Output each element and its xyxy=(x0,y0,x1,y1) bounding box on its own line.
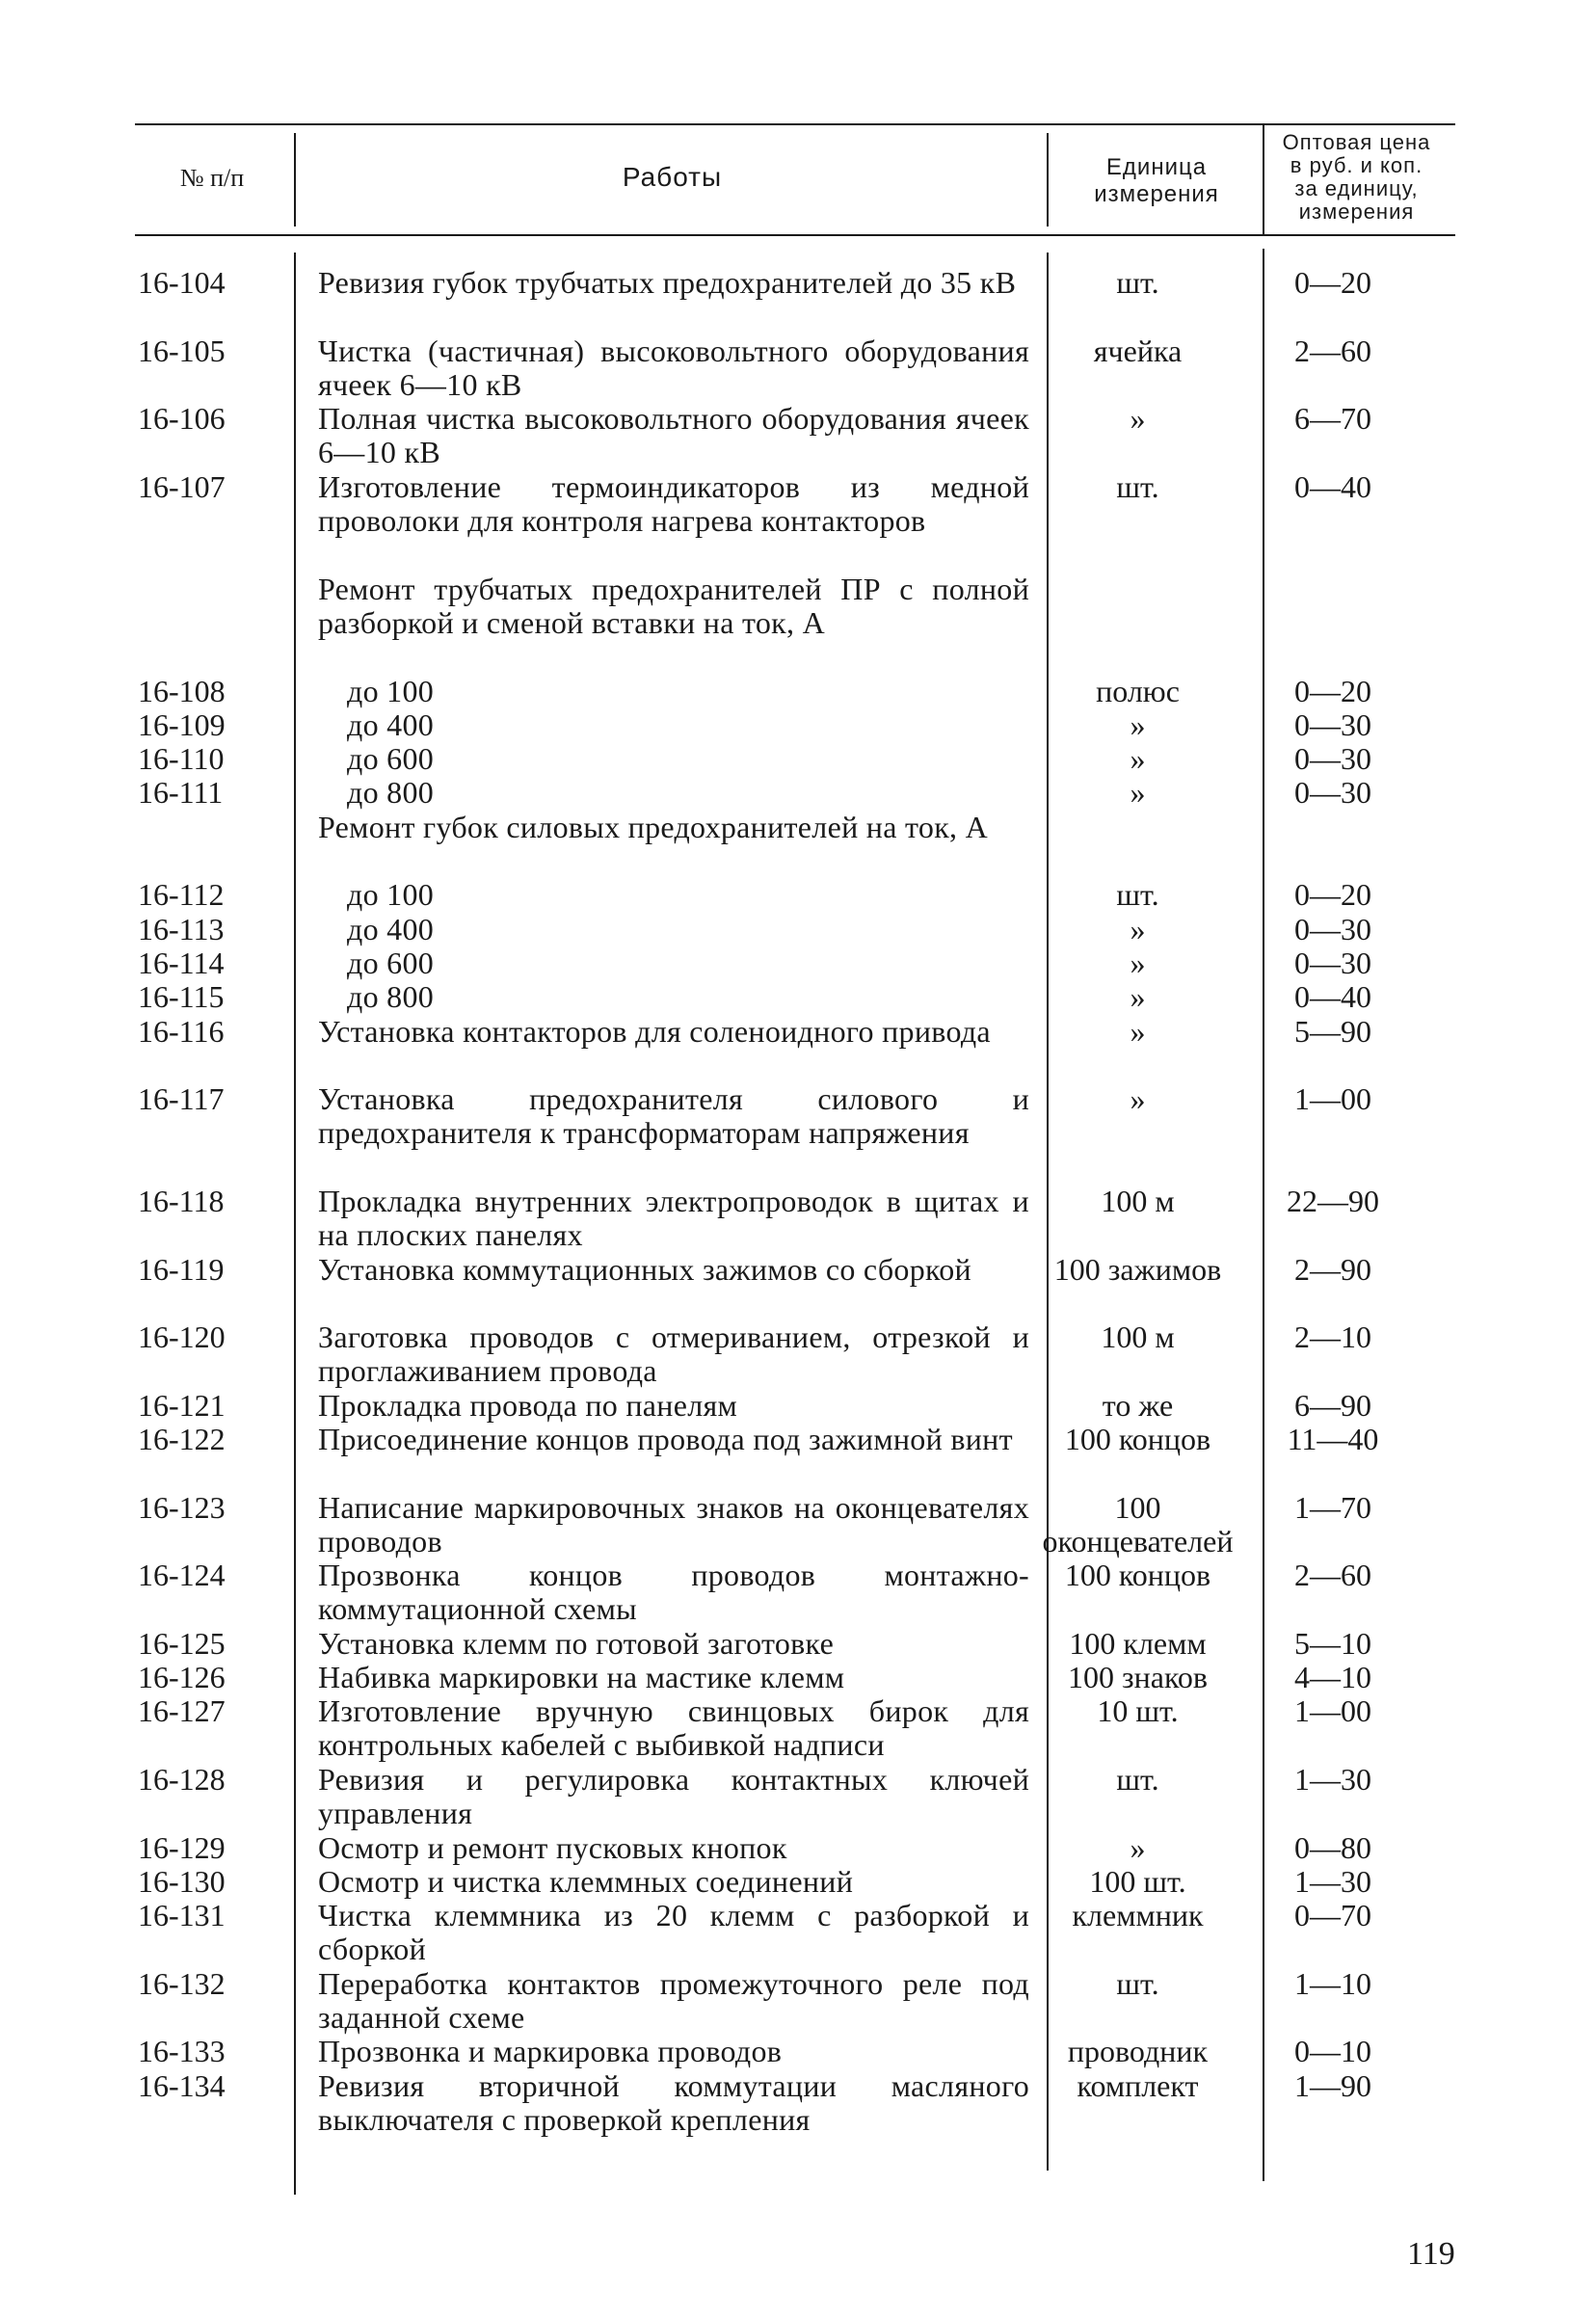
table-row xyxy=(0,1320,1596,1389)
row-number: 16-122 xyxy=(138,1422,226,1457)
row-unit: » xyxy=(1130,945,1146,980)
table-row xyxy=(0,334,1596,403)
row-price: 0—20 xyxy=(1294,877,1371,913)
row-work: до 800 xyxy=(347,775,435,811)
row-work: Изготовление термоиндикаторов из медной проволоки для контроля нагрева контакторов xyxy=(318,468,1029,538)
table-row xyxy=(0,742,1596,776)
table-row xyxy=(0,2035,1596,2068)
row-price: 0—80 xyxy=(1294,1829,1371,1865)
row-work: Прокладка провода по панелям xyxy=(318,1387,738,1423)
row-number: 16-125 xyxy=(138,1625,226,1661)
row-unit: шт. xyxy=(1116,1762,1159,1798)
row-price: 0—30 xyxy=(1294,911,1371,946)
row-price: 22—90 xyxy=(1287,1184,1379,1219)
row-work: до 800 xyxy=(347,979,435,1015)
row-number: 16-106 xyxy=(138,401,226,437)
row-price: 0—40 xyxy=(1294,468,1371,504)
table-row xyxy=(0,1491,1596,1559)
header-unit xyxy=(1051,154,1263,208)
table-row xyxy=(0,1015,1596,1083)
row-unit: » xyxy=(1130,741,1146,777)
row-number: 16-134 xyxy=(138,2067,226,2103)
row-work: Прозвонка концов проводов монтажно-коммутационной схемы xyxy=(318,1558,1029,1627)
row-work: Чистка клеммника из 20 клемм с разборкой и сборкой xyxy=(318,1898,1029,1967)
row-price: 0—30 xyxy=(1294,706,1371,742)
row-unit: полюс xyxy=(1096,673,1180,708)
row-number xyxy=(138,573,287,675)
row-unit: » xyxy=(1130,1013,1146,1049)
header-unit-line: измерения xyxy=(1094,181,1219,207)
row-number: 16-107 xyxy=(138,468,226,504)
table-row xyxy=(0,573,1596,675)
row-work: Чистка (частичная) высоковольтного оборудования ячеек 6—10 кВ xyxy=(318,333,1029,402)
row-price: 2—90 xyxy=(1294,1251,1371,1287)
row-price: 1—00 xyxy=(1294,1081,1371,1117)
header-price-line: измерения xyxy=(1298,200,1415,224)
table-row xyxy=(0,1763,1596,1831)
row-work: Ревизия вторичной коммутации масляного выключателя с проверкой крепления xyxy=(318,2067,1029,2137)
row-work: до 400 xyxy=(347,706,435,742)
row-unit: » xyxy=(1130,706,1146,742)
row-number: 16-119 xyxy=(138,1251,225,1287)
row-work: Ревизия губок трубчатых предохранителей до 35 кВ xyxy=(318,265,1017,300)
row-price xyxy=(1246,573,1420,675)
row-unit: 100 клемм xyxy=(1069,1625,1207,1661)
header-price-line: за единицу, xyxy=(1294,176,1419,200)
row-price: 0—30 xyxy=(1294,775,1371,811)
table-row xyxy=(0,913,1596,946)
row-price: 0—40 xyxy=(1294,979,1371,1015)
row-number: 16-111 xyxy=(138,775,224,811)
header-price-line: в руб. и коп. xyxy=(1290,153,1423,177)
table-row xyxy=(0,878,1596,912)
row-number: 16-112 xyxy=(138,877,225,913)
table-row xyxy=(0,675,1596,708)
row-price: 11—40 xyxy=(1287,1422,1379,1457)
row-unit: 10 шт. xyxy=(1097,1693,1179,1729)
row-number xyxy=(138,811,287,879)
row-work: Установка контакторов для соленоидного привода xyxy=(318,1013,991,1049)
row-number: 16-115 xyxy=(138,979,225,1015)
row-number: 16-131 xyxy=(138,1898,226,1933)
header-unit-line: Единица xyxy=(1105,154,1208,180)
row-unit: то же xyxy=(1102,1387,1174,1423)
table-top-rule xyxy=(135,123,1455,125)
row-number: 16-105 xyxy=(138,333,226,368)
row-unit: 100 зажимов xyxy=(1053,1251,1222,1287)
row-number: 16-130 xyxy=(138,1863,226,1899)
row-unit: » xyxy=(1130,911,1146,946)
column-rule-2 xyxy=(1047,133,1049,226)
row-price: 4—10 xyxy=(1294,1660,1371,1695)
row-unit: 100 концов xyxy=(1064,1558,1211,1593)
row-price: 1—30 xyxy=(1294,1863,1371,1899)
column-rule-1 xyxy=(294,133,296,226)
header-price-line: Оптовая цена xyxy=(1282,130,1431,154)
row-unit: 100 шт. xyxy=(1089,1863,1186,1899)
row-number: 16-123 xyxy=(138,1489,226,1525)
table-row xyxy=(0,1423,1596,1491)
row-number: 16-110 xyxy=(138,741,225,777)
row-unit: шт. xyxy=(1116,1965,1159,2001)
row-unit: клеммник xyxy=(1072,1898,1204,1933)
table-row xyxy=(0,1185,1596,1253)
row-work: Осмотр и чистка клеммных соединений xyxy=(318,1863,854,1899)
row-unit: 100 м xyxy=(1101,1319,1175,1355)
table-row xyxy=(0,1627,1596,1661)
row-work: Переработка контактов промежуточного реле под заданной схеме xyxy=(318,1965,1029,2035)
table-row xyxy=(0,1899,1596,1967)
row-number: 16-133 xyxy=(138,2034,226,2069)
row-work: Ревизия и регулировка контактных ключей управления xyxy=(318,1762,1029,1831)
row-price: 5—10 xyxy=(1294,1625,1371,1661)
row-work: Ремонт губок силовых предохранителей на ток, А xyxy=(318,809,989,844)
row-number: 16-117 xyxy=(138,1081,225,1117)
row-price: 1—70 xyxy=(1294,1489,1371,1525)
table-row xyxy=(0,470,1596,573)
row-number: 16-128 xyxy=(138,1762,226,1798)
row-price: 1—10 xyxy=(1294,1965,1371,2001)
row-unit xyxy=(1029,573,1246,675)
row-number: 16-120 xyxy=(138,1319,226,1355)
row-work: Набивка маркировки на мастике клемм xyxy=(318,1660,845,1695)
row-unit: проводник xyxy=(1067,2034,1209,2069)
table-body xyxy=(0,266,1596,2137)
row-work: Установка коммутационных зажимов со сборкой xyxy=(318,1251,971,1287)
row-unit: комплект xyxy=(1077,2067,1199,2103)
row-number: 16-126 xyxy=(138,1660,226,1695)
row-unit: 100 м xyxy=(1101,1184,1175,1219)
table-row xyxy=(0,708,1596,742)
row-work: Осмотр и ремонт пусковых кнопок xyxy=(318,1829,787,1865)
row-price xyxy=(1246,811,1420,879)
row-work: Установка предохранителя силового и предохранителя к трансформаторам напряжения xyxy=(318,1081,1029,1151)
table-row xyxy=(0,1389,1596,1423)
row-unit: » xyxy=(1130,401,1146,437)
row-price: 6—70 xyxy=(1294,401,1371,437)
row-number: 16-121 xyxy=(138,1387,226,1423)
row-work: Присоединение концов провода под зажимной винт xyxy=(318,1422,1013,1457)
row-price: 1—30 xyxy=(1294,1762,1371,1798)
row-price: 0—30 xyxy=(1294,945,1371,980)
header-works: Работы xyxy=(622,162,723,192)
row-work: Изготовление вручную свинцовых бирок для контрольных кабелей с выбивкой надписи xyxy=(318,1693,1029,1763)
table-row xyxy=(0,1661,1596,1694)
row-price: 0—20 xyxy=(1294,265,1371,300)
row-work: до 100 xyxy=(347,877,435,913)
row-unit: » xyxy=(1130,979,1146,1015)
table-row xyxy=(0,980,1596,1014)
row-unit: шт. xyxy=(1116,265,1159,300)
table-header-rule xyxy=(135,234,1455,236)
table-row xyxy=(0,811,1596,879)
row-price: 1—90 xyxy=(1294,2067,1371,2103)
row-price: 0—30 xyxy=(1294,741,1371,777)
row-unit: 100 оконцевателей xyxy=(1042,1489,1234,1559)
table-row xyxy=(0,1694,1596,1763)
row-number: 16-109 xyxy=(138,706,226,742)
row-work: Ремонт трубчатых предохранителей ПР с полной разборкой и сменой вставки на ток, А xyxy=(318,571,1029,640)
table-row xyxy=(0,1559,1596,1627)
row-number: 16-114 xyxy=(138,945,225,980)
row-work: Заготовка проводов с отмериванием, отрезкой и проглаживанием провода xyxy=(318,1319,1029,1389)
row-number: 16-104 xyxy=(138,265,226,300)
row-number: 16-108 xyxy=(138,673,226,708)
row-number: 16-116 xyxy=(138,1013,225,1049)
row-price: 2—60 xyxy=(1294,333,1371,368)
table-row xyxy=(0,1865,1596,1899)
table-row xyxy=(0,776,1596,810)
row-unit: 100 знаков xyxy=(1068,1660,1208,1695)
row-price: 2—10 xyxy=(1294,1319,1371,1355)
row-unit: » xyxy=(1130,1081,1146,1117)
table-row xyxy=(0,1831,1596,1865)
row-number: 16-118 xyxy=(138,1184,225,1219)
row-number: 16-129 xyxy=(138,1829,226,1865)
row-work: Прозвонка и маркировка проводов xyxy=(318,2034,783,2069)
row-unit: шт. xyxy=(1116,877,1159,913)
row-unit: шт. xyxy=(1116,468,1159,504)
row-unit: ячейка xyxy=(1093,333,1183,368)
row-number: 16-113 xyxy=(138,911,225,946)
table-row xyxy=(0,946,1596,980)
row-unit: » xyxy=(1130,775,1146,811)
table-row xyxy=(0,1967,1596,2036)
row-work: Написание маркировочных знаков на оконцевателях проводов xyxy=(318,1489,1029,1559)
row-work: Установка клемм по готовой заготовке xyxy=(318,1625,835,1661)
table-row xyxy=(0,402,1596,470)
row-work: до 600 xyxy=(347,741,435,777)
table-row xyxy=(0,1082,1596,1185)
row-unit xyxy=(1029,811,1246,879)
row-work: до 100 xyxy=(347,673,435,708)
row-work: до 600 xyxy=(347,945,435,980)
row-price: 0—10 xyxy=(1294,2034,1371,2069)
row-work: Полная чистка высоковольтного оборудования ячеек 6—10 кВ xyxy=(318,401,1029,470)
row-number: 16-124 xyxy=(138,1558,226,1593)
table-row xyxy=(0,2069,1596,2138)
row-price: 0—70 xyxy=(1294,1898,1371,1933)
row-price: 6—90 xyxy=(1294,1387,1371,1423)
table-row xyxy=(0,266,1596,334)
header-price xyxy=(1263,131,1450,224)
row-unit: 100 концов xyxy=(1064,1422,1211,1457)
row-price: 1—00 xyxy=(1294,1693,1371,1729)
header-number: № п/п xyxy=(179,164,245,192)
row-price: 0—20 xyxy=(1294,673,1371,708)
row-number: 16-132 xyxy=(138,1965,226,2001)
row-work: до 400 xyxy=(347,911,435,946)
row-unit: » xyxy=(1130,1829,1146,1865)
row-price: 5—90 xyxy=(1294,1013,1371,1049)
table-row xyxy=(0,1253,1596,1321)
row-number: 16-127 xyxy=(138,1693,226,1729)
page-number: 119 xyxy=(1407,2236,1455,2272)
row-price: 2—60 xyxy=(1294,1558,1371,1593)
row-work: Прокладка внутренних электропроводок в щитах и на плоских панелях xyxy=(318,1184,1029,1253)
